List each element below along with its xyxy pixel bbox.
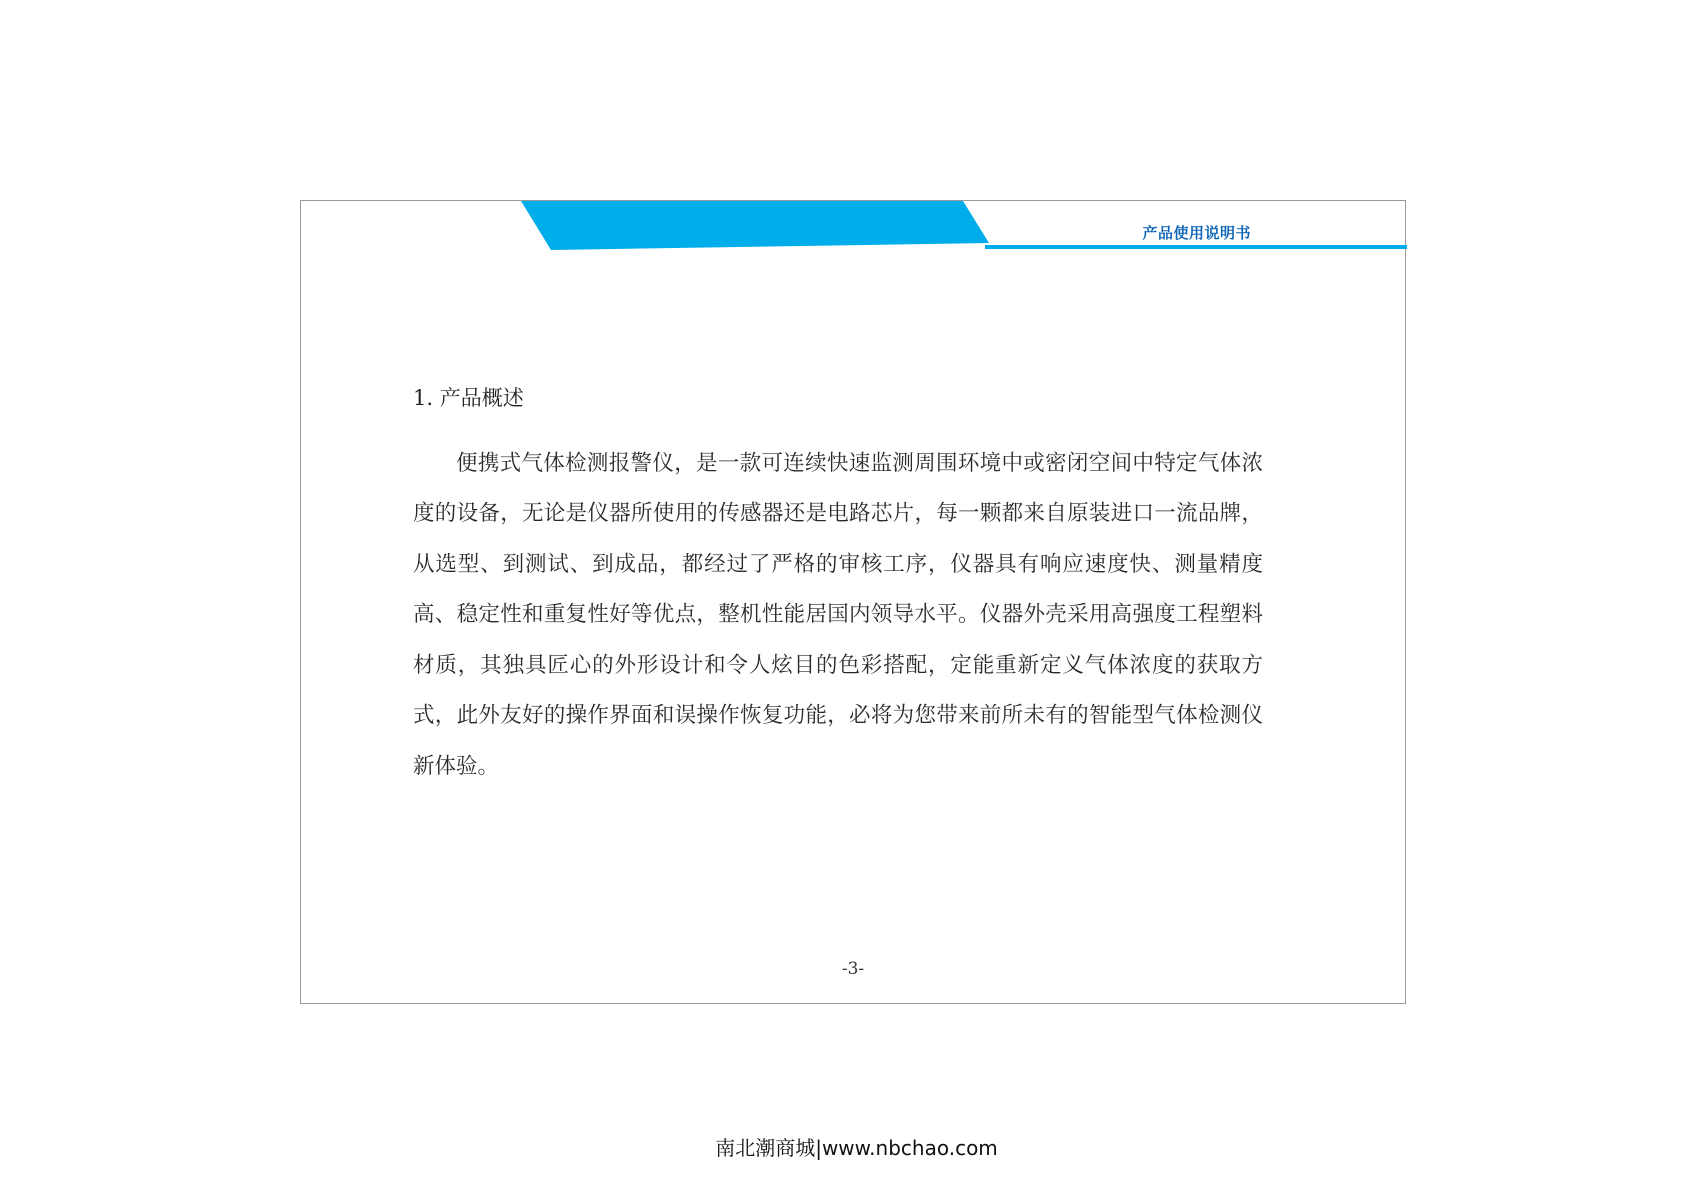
header-accent-line	[985, 245, 1407, 249]
section-heading: 1. 产品概述	[413, 386, 524, 410]
site-footer-link[interactable]: 南北潮商城|www.nbchao.com	[715, 1136, 998, 1160]
body-paragraph: 便携式气体检测报警仪，是一款可连续快速监测周围环境中或密闭空间中特定气体浓度的设备，无论是仪器所使用的传感器还是电路芯片，每一颗都来自原装进口一流品牌，从选型、到测试、到成品，都经过了严格的审核工序，仪器具有响应速度快、测量精度高、稳定性和重复性好等优点，整机性能居国内领导水平。仪器外壳采用高强度工程塑料材质，其独具匠心的外形设计和令人炫目的色彩搭配，定能重新定义气体浓度的获取方式，此外友好的操作界面和误操作恢复功能，必将为您带来前所未有的智能型气体检测仪新体验。	[413, 450, 1263, 779]
header-title: 产品使用说明书	[1142, 224, 1251, 242]
document-page	[300, 200, 1406, 1004]
header-accent-shape	[521, 201, 989, 250]
page-number: -3-	[841, 959, 865, 979]
